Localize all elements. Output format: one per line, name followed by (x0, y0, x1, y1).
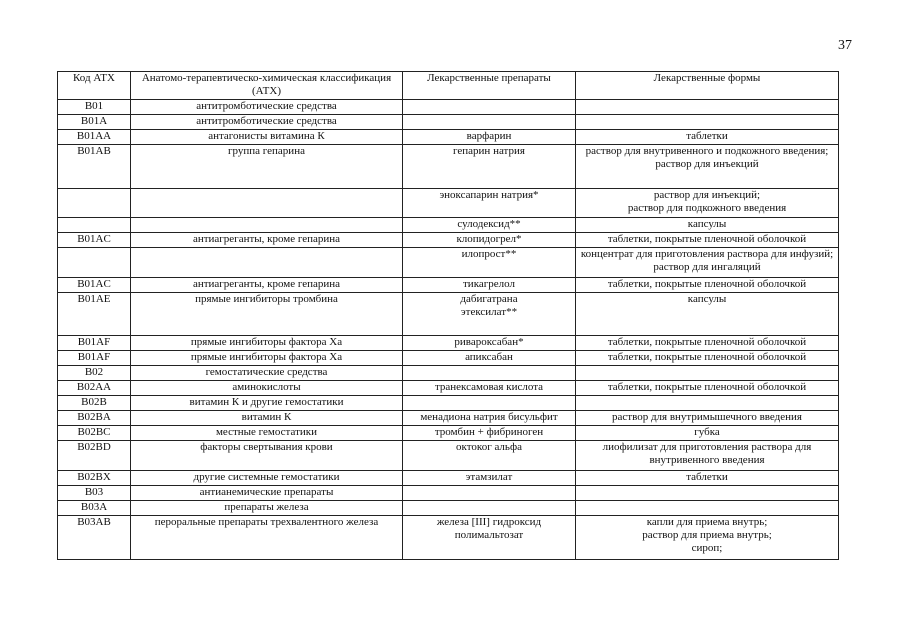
cell-drug: тикагрелол (403, 278, 576, 293)
table-row (58, 248, 839, 278)
cell-form: капсулы (576, 218, 839, 233)
header-forms: Лекарственные формы (576, 72, 839, 100)
cell-drug (403, 115, 576, 130)
cell-drug: варфарин (403, 130, 576, 145)
cell-class: витамин К (131, 411, 403, 426)
table-row (58, 100, 839, 115)
cell-drug: ривароксабан* (403, 336, 576, 351)
cell-code: B01AF (58, 336, 131, 351)
cell-drug (403, 396, 576, 411)
cell-class: прямые ингибиторы тромбина (131, 293, 403, 336)
table-row (58, 218, 839, 233)
header-drugs: Лекарственные препараты (403, 72, 576, 100)
cell-form (576, 486, 839, 501)
cell-drug: тромбин + фибриноген (403, 426, 576, 441)
cell-form: таблетки, покрытые пленочной оболочкой (576, 233, 839, 248)
table-row (58, 501, 839, 516)
cell-code: B01AC (58, 233, 131, 248)
cell-drug: апиксабан (403, 351, 576, 366)
cell-code: B02AA (58, 381, 131, 396)
cell-form: раствор для внутримышечного введения (576, 411, 839, 426)
cell-code: B01AC (58, 278, 131, 293)
table-row (58, 278, 839, 293)
table-row (58, 426, 839, 441)
table-row (58, 145, 839, 189)
cell-class: гемостатические средства (131, 366, 403, 381)
cell-drug: менадиона натрия бисульфит (403, 411, 576, 426)
cell-code: B02BX (58, 471, 131, 486)
cell-class: антиагреганты, кроме гепарина (131, 233, 403, 248)
cell-class (131, 189, 403, 218)
table-row (58, 486, 839, 501)
cell-class: антагонисты витамина К (131, 130, 403, 145)
cell-code: B03AB (58, 516, 131, 560)
cell-class: пероральные препараты трехвалентного железа (131, 516, 403, 560)
cell-class (131, 218, 403, 233)
cell-code: B02B (58, 396, 131, 411)
table-row (58, 115, 839, 130)
cell-class: витамин К и другие гемостатики (131, 396, 403, 411)
table-row (58, 516, 839, 560)
cell-form: таблетки, покрытые пленочной оболочкой (576, 336, 839, 351)
cell-drug (403, 501, 576, 516)
cell-code (58, 218, 131, 233)
cell-class: антианемические препараты (131, 486, 403, 501)
table-row (58, 351, 839, 366)
table-row (58, 366, 839, 381)
cell-code: B02BD (58, 441, 131, 471)
cell-form (576, 396, 839, 411)
cell-drug: дабигатрана этексилат** (403, 293, 576, 336)
cell-drug: илопрост** (403, 248, 576, 278)
cell-form: лиофилизат для приготовления раствора для внутривенного введения (576, 441, 839, 471)
table-row (58, 381, 839, 396)
cell-class: аминокислоты (131, 381, 403, 396)
cell-class: антиагреганты, кроме гепарина (131, 278, 403, 293)
table-row (58, 233, 839, 248)
cell-drug: этамзилат (403, 471, 576, 486)
cell-class: антитромботические средства (131, 115, 403, 130)
cell-class (131, 248, 403, 278)
cell-code: B02BA (58, 411, 131, 426)
cell-class: другие системные гемостатики (131, 471, 403, 486)
cell-form: концентрат для приготовления раствора для инфузий; раствор для ингаляций (576, 248, 839, 278)
cell-code: B01AA (58, 130, 131, 145)
cell-code: B03 (58, 486, 131, 501)
table-row (58, 396, 839, 411)
cell-code: B01AB (58, 145, 131, 189)
cell-form: раствор для внутривенного и подкожного введения; раствор для инъекций (576, 145, 839, 189)
table-row (58, 130, 839, 145)
cell-drug: октоког альфа (403, 441, 576, 471)
table-row (58, 441, 839, 471)
cell-drug (403, 486, 576, 501)
table-row (58, 293, 839, 336)
cell-class: группа гепарина (131, 145, 403, 189)
table-row (58, 411, 839, 426)
cell-code (58, 248, 131, 278)
cell-form: губка (576, 426, 839, 441)
cell-form (576, 366, 839, 381)
cell-code: B02BC (58, 426, 131, 441)
page-number: 37 (838, 38, 852, 53)
cell-code: B03A (58, 501, 131, 516)
cell-form: таблетки, покрытые пленочной оболочкой (576, 278, 839, 293)
cell-class: факторы свертывания крови (131, 441, 403, 471)
cell-code: B01A (58, 115, 131, 130)
cell-form (576, 115, 839, 130)
cell-form: таблетки, покрытые пленочной оболочкой (576, 351, 839, 366)
cell-class: препараты железа (131, 501, 403, 516)
cell-form: таблетки, покрытые пленочной оболочкой (576, 381, 839, 396)
header-classification: Анатомо-терапевтическо-химическая классификация (АТХ) (131, 72, 403, 100)
header-code: Код АТХ (58, 72, 131, 100)
cell-form: таблетки (576, 130, 839, 145)
cell-class: прямые ингибиторы фактора Ха (131, 336, 403, 351)
cell-drug: сулодексид** (403, 218, 576, 233)
cell-drug (403, 366, 576, 381)
cell-drug: эноксапарин натрия* (403, 189, 576, 218)
table-row (58, 336, 839, 351)
table-row (58, 471, 839, 486)
cell-class: прямые ингибиторы фактора Ха (131, 351, 403, 366)
table-header-row (58, 72, 839, 100)
cell-drug (403, 100, 576, 115)
cell-form (576, 100, 839, 115)
cell-drug: гепарин натрия (403, 145, 576, 189)
cell-form: раствор для инъекций; раствор для подкожного введения (576, 189, 839, 218)
cell-class: местные гемостатики (131, 426, 403, 441)
cell-drug: транексамовая кислота (403, 381, 576, 396)
cell-code: B01AE (58, 293, 131, 336)
cell-form: капсулы (576, 293, 839, 336)
cell-code: B01 (58, 100, 131, 115)
cell-class: антитромботические средства (131, 100, 403, 115)
cell-drug: железа [III] гидроксид полимальтозат (403, 516, 576, 560)
cell-code: B01AF (58, 351, 131, 366)
table-row (58, 189, 839, 218)
cell-drug: клопидогрел* (403, 233, 576, 248)
cell-code (58, 189, 131, 218)
cell-form: капли для приема внутрь; раствор для приема внутрь; сироп; (576, 516, 839, 560)
atx-table (57, 71, 839, 560)
cell-code: B02 (58, 366, 131, 381)
cell-form: таблетки (576, 471, 839, 486)
cell-form (576, 501, 839, 516)
